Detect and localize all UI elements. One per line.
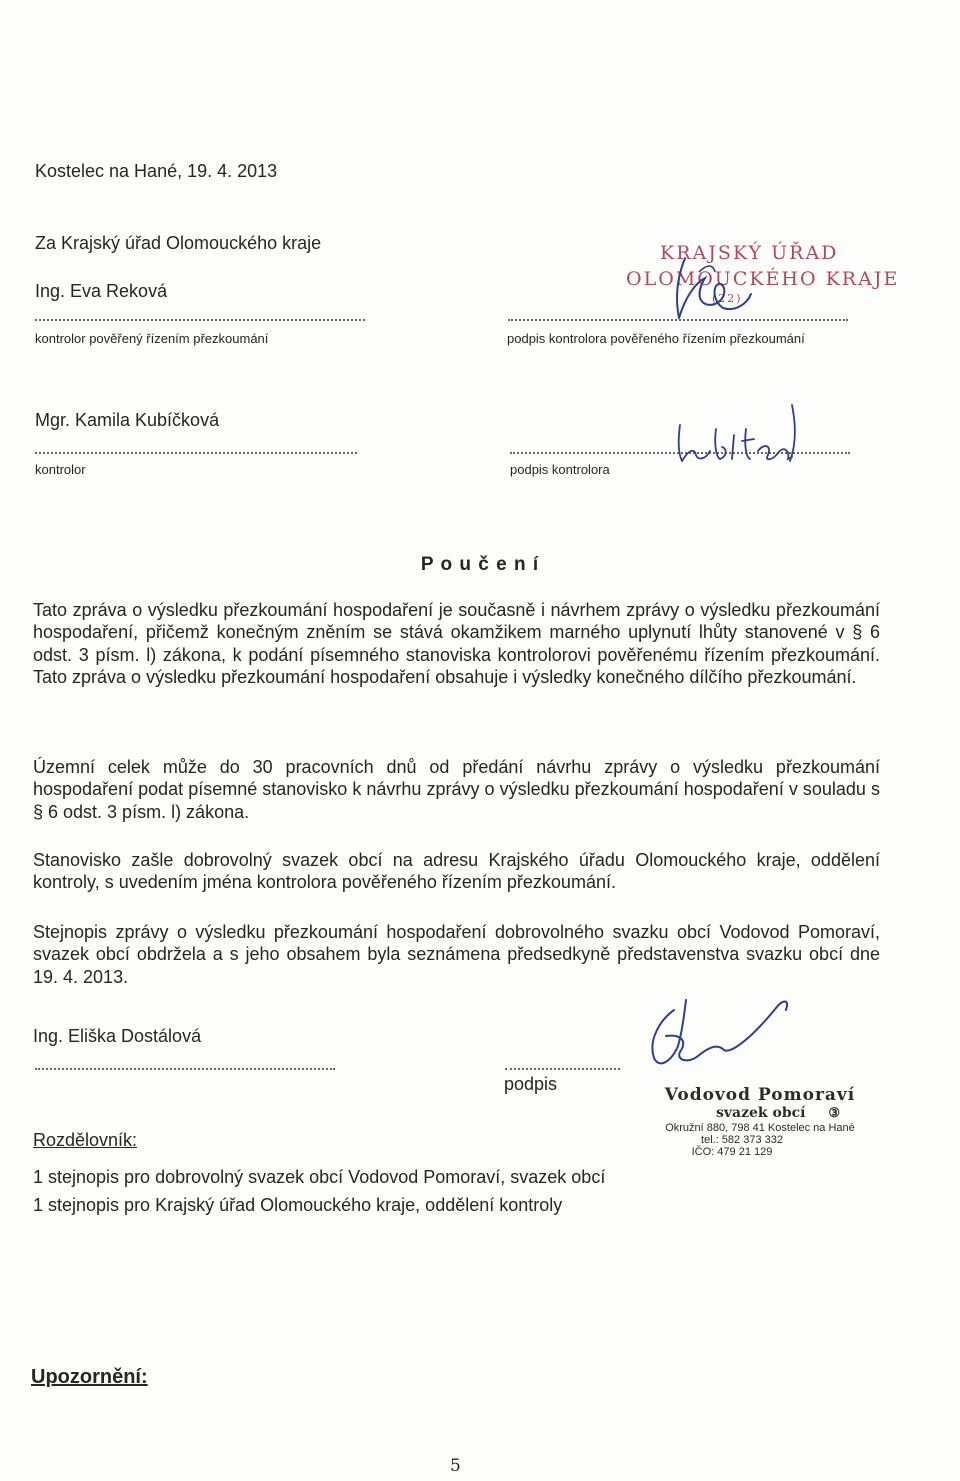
chair-signature-caption: podpis [504,1074,558,1094]
distribution-item: 1 stejnopis pro dobrovolný svazek obcí Vodovod Pomoraví, svazek obcí [33,1167,606,1187]
controller1-name: Ing. Eva Reková [35,281,168,301]
controller1-signature-caption: podpis kontrolora pověřeného řízením přezkoumání [507,331,805,346]
warning-heading: Upozornění: [31,1366,148,1388]
signature-line [35,1068,335,1070]
signature-line [35,319,365,321]
stamp-line [638,1105,918,1121]
notice-paragraph-4: Stejnopis zprávy o výsledku přezkoumání hospodaření dobrovolného svazku obcí Vodovod Pomoraví, svazek obcí obdržela a s jeho obsahem byla seznámena předsedkyně představenstva svazku obcí dne 19. 4. 2013. [33,922,880,987]
stamp-line-text: svazek obcí [715,1105,806,1121]
distribution-heading: Rozdělovník: [33,1130,138,1150]
controller2-role: kontrolor [35,462,86,477]
place-date: Kostelec na Hané, 19. 4. 2013 [35,161,278,181]
stamp-line: tel.: 582 373 332 [701,1134,783,1146]
chair-name: Ing. Eliška Dostálová [33,1026,202,1046]
stamp-line: Vodovod Pomoraví [664,1085,856,1105]
signature-line [35,452,357,454]
union-stamp [620,1085,900,1158]
notice-paragraph-1: Tato zpráva o výsledku přezkoumání hospodaření je současně i návrhem zprávy o výsledku přezkoumání hospodaření, přičemž konečným zněním se stává okamžikem marného uplynutí lhůty stanovené v § 6 odst. 3 písm. l) zákona, k podání písemného stanoviska kontrolorovi pověřenému řízením přezkoumání. Tato zpráva o výsledku přezkoumání hospodaření obsahuje i výsledky konečného dílčího přezkoumání. [33,600,880,688]
stamp-number: (22) [712,292,743,305]
notice-paragraph-3: Stanovisko zašle dobrovolný svazek obcí na adresu Krajského úřadu Olomouckého kraje, oddělení kontroly, s uvedením jména kontrolora pověřeného řízením přezkoumání. [33,850,880,893]
distribution-item: 1 stejnopis pro Krajský úřad Olomouckého kraje, oddělení kontroly [33,1195,563,1215]
authority-line: Za Krajský úřad Olomouckého kraje [35,233,322,253]
stamp-line: IČO: 479 21 129 [691,1146,773,1158]
handwritten-signature [655,238,765,326]
handwritten-signature [600,980,800,1075]
stamp-line: KRAJSKÝ ÚŘAD [660,242,839,264]
stamp-line: Okružní 880, 798 41 Kostelec na Hané [665,1122,855,1134]
controller1-role: kontrolor pověřený řízením přezkoumání [35,331,269,346]
page-number: 5 [450,1456,461,1476]
notice-paragraph-2: Územní celek může do 30 pracovních dnů od předání návrhu zprávy o výsledku přezkoumání hospodaření podat písemné stanovisko k návrhu zprávy o výsledku přezkoumání hospodaření v souladu s § 6 odst. 3 písm. l) zákona. [33,757,880,822]
stamp-mark: ③ [828,1106,841,1121]
controller2-signature-caption: podpis kontrolora [510,462,610,477]
stamp-line: OLOMOUCKÉHO KRAJE [626,268,900,290]
handwritten-signature [660,395,810,470]
notice-title: P o u č e n í [420,554,540,575]
controller2-name: Mgr. Kamila Kubíčková [35,410,220,430]
